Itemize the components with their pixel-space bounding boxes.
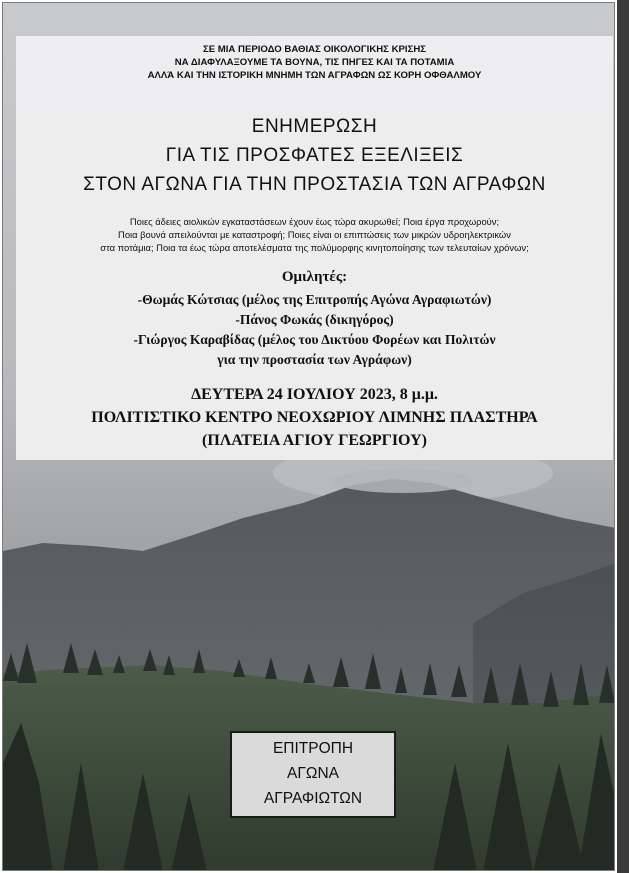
- intro-line-1: ΣΕ ΜΙΑ ΠΕΡΙΟΔΟ ΒΑΘΙΑΣ ΟΙΚΟΛΟΓΙΚΗΣ ΚΡΙΣΗΣ: [202, 44, 427, 55]
- event-venue: ΠΟΛΙΤΙΣΤΙΚΟ ΚΕΝΤΡΟ ΝΕΟΧΩΡΙΟΥ ΛΙΜΝΗΣ ΠΛΑΣΤΗΡΑ: [91, 409, 538, 426]
- event-datetime: ΔΕΥΤΕΡΑ 24 ΙΟΥΛΙΟΥ 2023, 8 μ.μ.: [191, 386, 438, 403]
- organizer-line-2: ΑΓΩΝΑ: [287, 765, 339, 782]
- headline-line-2: ΓΙΑ ΤΙΣ ΠΡΟΣΦΑΤΕΣ ΕΞΕΛΙΞΕΙΣ: [165, 145, 464, 166]
- organizer-sign: [230, 731, 396, 818]
- headline-line-3: ΣΤΟΝ ΑΓΩΝΑ ΓΙΑ ΤΗΝ ΠΡΟΣΤΑΣΙΑ ΤΩΝ ΑΓΡΑΦΩΝ: [83, 174, 546, 195]
- question-line-1: Ποιες άδειες αιολικών εγκαταστάσεων έχουν έως τώρα ακυρωθεί; Ποια έργα προχωρούν;: [129, 216, 500, 227]
- speaker-line-3: -Γιώργος Καραβίδας (μέλος του Δικτύου Φορέων και Πολιτών: [133, 332, 496, 347]
- intro-line-2: ΝΑ ΔΙΑΦΥΛΑΞΟΥΜΕ ΤΑ ΒΟΥΝΑ, ΤΙΣ ΠΗΓΕΣ ΚΑΙ ΤΑ ΠΟΤΑΜΙΑ: [174, 57, 455, 68]
- headline-line-1: ΕΝΗΜΕΡΩΣΗ: [251, 116, 378, 137]
- page-edge-strip: [617, 0, 629, 873]
- event-venue-detail: (ΠΛΑΤΕΙΑ ΑΓΙΟΥ ΓΕΩΡΓΙΟΥ): [202, 432, 427, 449]
- speakers-title: Ομιλητές:: [281, 269, 348, 285]
- question-line-2: Ποια βουνά απειλούνται με καταστροφή; Ποιες είναι οι επιπτώσεις των μικρών υδροηλεκτρικών: [118, 229, 511, 240]
- intro-line-3: ΑΛΛΆ ΚΑΙ ΤΗΝ ΙΣΤΟΡΙΚΗ ΜΝΗΜΗ ΤΩΝ ΑΓΡΑΦΩΝ ΩΣ ΚΟΡΗ ΟΦΘΑΛΜΟΥ: [147, 70, 482, 81]
- poster: [2, 2, 615, 871]
- organizer-line-3: ΑΓΡΑΦΙΩΤΩΝ: [263, 790, 363, 807]
- speaker-line-4: για την προστασία των Αγράφων): [217, 352, 412, 367]
- announcement-textbox: [16, 36, 613, 460]
- question-line-3: στα ποτάμια; Ποια τα έως τώρα αποτελέσματα της πολύμορφης κινητοποίησης των τελευταίων χρόνων;: [100, 242, 529, 253]
- organizer-line-1: ΕΠΙΤΡΟΠΗ: [272, 740, 354, 757]
- speaker-line-2: -Πάνος Φωκάς (δικηγόρος): [235, 312, 394, 327]
- speaker-line-1: -Θωμάς Κώτσιας (μέλος της Επιτροπής Αγώνα Αγραφιωτών): [137, 292, 492, 307]
